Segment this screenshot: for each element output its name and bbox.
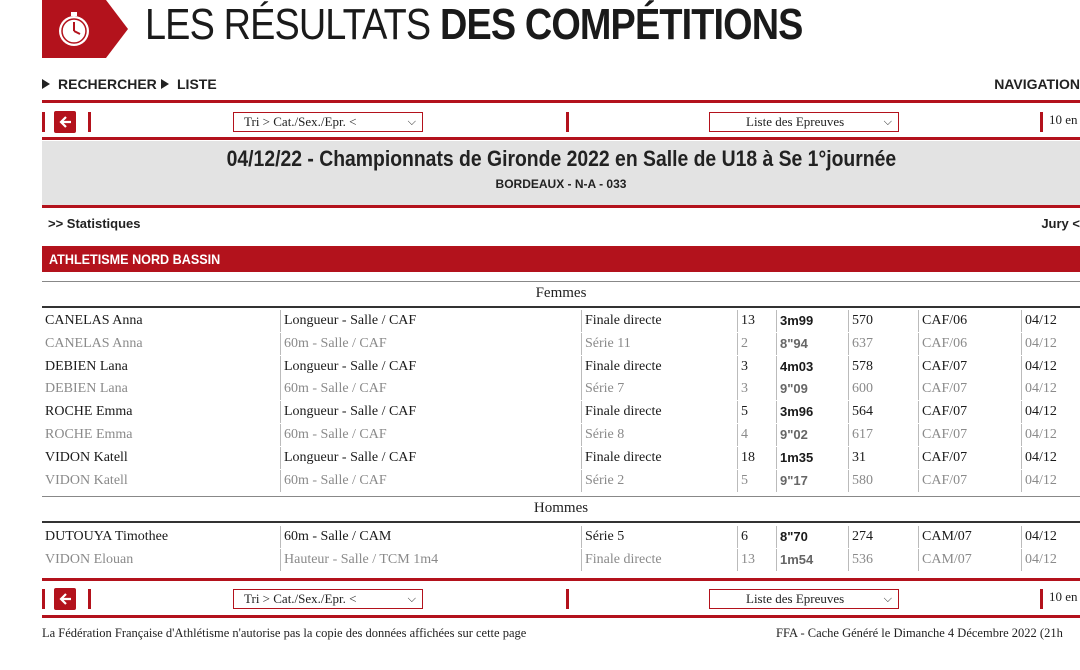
cell-cat: CAF/07 bbox=[918, 447, 967, 469]
cell-cat: CAF/07 bbox=[918, 378, 967, 400]
cell-date: 04/12 bbox=[1021, 356, 1057, 378]
cell-points: 580 bbox=[848, 470, 873, 492]
divider bbox=[42, 578, 1080, 581]
table-row[interactable] bbox=[42, 549, 1080, 571]
sort-select-value: Tri > Cat./Sex./Epr. < bbox=[244, 114, 357, 129]
cell-name: CANELAS Anna bbox=[45, 313, 143, 328]
toolbar-separator bbox=[1040, 589, 1043, 609]
cell-name: DEBIEN Lana bbox=[45, 381, 128, 397]
cell-perf: 3m99 bbox=[776, 310, 813, 332]
cell-name: DUTOUYA Timothee bbox=[45, 529, 169, 544]
cell-perf: 9"09 bbox=[776, 378, 808, 400]
cell-date: 04/12 bbox=[1021, 470, 1057, 492]
bottom-toolbar bbox=[42, 587, 1080, 611]
toolbar-separator bbox=[566, 589, 569, 609]
toolbar-separator bbox=[42, 112, 45, 132]
cell-round: Finale directe bbox=[581, 356, 662, 378]
cell-event: 60m - Salle / CAM bbox=[280, 526, 391, 548]
cell-points: 536 bbox=[848, 549, 873, 571]
cell-place: 5 bbox=[737, 401, 748, 423]
sort-select[interactable] bbox=[233, 112, 423, 132]
cell-date: 04/12 bbox=[1021, 378, 1057, 400]
sort-select[interactable] bbox=[233, 589, 423, 609]
section-men: Hommes bbox=[533, 500, 589, 516]
triangle-right-icon bbox=[161, 79, 169, 89]
cell-name: VIDON Katell bbox=[45, 449, 128, 465]
cell-event: Longueur - Salle / CAF bbox=[280, 401, 416, 423]
cell-perf: 8"94 bbox=[776, 333, 808, 355]
cell-event: Hauteur - Salle / TCM 1m4 bbox=[280, 549, 438, 571]
page-title-bold: DES COMPÉTITIONS bbox=[439, 0, 803, 49]
cell-round: Finale directe bbox=[581, 310, 662, 332]
cell-place: 4 bbox=[737, 424, 748, 446]
table-row[interactable] bbox=[42, 470, 1080, 492]
cell-date: 04/12 bbox=[1021, 424, 1057, 446]
cell-event: Longueur - Salle / CAF bbox=[280, 310, 416, 332]
chevron-down-icon: ⌵ bbox=[883, 116, 892, 128]
cell-points: 600 bbox=[848, 378, 873, 400]
page-title-light: LES RÉSULTATS bbox=[145, 0, 431, 49]
section-women: Femmes bbox=[535, 285, 587, 301]
menu-search-label[interactable]: RECHERCHER bbox=[58, 76, 157, 92]
cell-place: 5 bbox=[737, 470, 748, 492]
divider bbox=[42, 615, 1080, 618]
event-location: BORDEAUX - N-A - 033 bbox=[495, 177, 627, 191]
cell-round: Finale directe bbox=[581, 549, 662, 571]
cell-place: 2 bbox=[737, 333, 748, 355]
navigation-label[interactable]: NAVIGATION bbox=[994, 76, 1080, 92]
menu-list-label[interactable]: LISTE bbox=[177, 76, 217, 92]
cell-perf: 1m54 bbox=[776, 549, 813, 571]
cell-perf: 4m03 bbox=[776, 356, 813, 378]
back-arrow-icon bbox=[58, 592, 72, 606]
cell-place: 13 bbox=[737, 310, 755, 332]
menu-search[interactable] bbox=[42, 76, 157, 92]
cell-name: VIDON Elouan bbox=[45, 551, 134, 567]
cell-event: 60m - Salle / CAF bbox=[280, 470, 387, 492]
toolbar-separator bbox=[1040, 112, 1043, 132]
toolbar-separator bbox=[566, 112, 569, 132]
cell-cat: CAF/07 bbox=[918, 424, 967, 446]
event-banner bbox=[42, 141, 1080, 205]
cell-perf: 3m96 bbox=[776, 401, 813, 423]
cell-round: Série 11 bbox=[581, 333, 631, 355]
cell-cat: CAF/06 bbox=[918, 310, 967, 332]
cell-round: Série 7 bbox=[581, 378, 624, 400]
cell-points: 31 bbox=[848, 447, 866, 469]
events-select[interactable] bbox=[709, 112, 899, 132]
cell-date: 04/12 bbox=[1021, 526, 1057, 548]
cell-perf: 8"70 bbox=[776, 526, 808, 548]
cell-cat: CAF/07 bbox=[918, 470, 967, 492]
cell-round: Finale directe bbox=[581, 401, 662, 423]
jury-link[interactable]: Jury < bbox=[1041, 216, 1080, 231]
top-toolbar bbox=[42, 110, 1080, 134]
triangle-right-icon bbox=[42, 79, 50, 89]
toolbar-separator bbox=[42, 589, 45, 609]
cell-perf: 1m35 bbox=[776, 447, 813, 469]
table-row[interactable] bbox=[42, 333, 1080, 355]
cell-date: 04/12 bbox=[1021, 333, 1057, 355]
back-button[interactable] bbox=[54, 111, 76, 133]
entries-select[interactable]: 10 en bbox=[1049, 589, 1078, 604]
cell-place: 18 bbox=[737, 447, 755, 469]
cell-cat: CAF/06 bbox=[918, 333, 967, 355]
entries-select[interactable]: 10 en bbox=[1049, 112, 1078, 127]
cell-event: 60m - Salle / CAF bbox=[280, 424, 387, 446]
divider bbox=[42, 306, 1080, 308]
table-row[interactable] bbox=[42, 378, 1080, 400]
table-row[interactable] bbox=[42, 310, 1080, 332]
cell-place: 3 bbox=[737, 356, 748, 378]
events-select[interactable] bbox=[709, 589, 899, 609]
footer-copyright: La Fédération Française d'Athlétisme n'autorise pas la copie des données affichées sur cette page bbox=[42, 626, 527, 640]
cell-name: CANELAS Anna bbox=[45, 335, 143, 351]
cell-round: Série 5 bbox=[581, 526, 624, 548]
cell-round: Finale directe bbox=[581, 447, 662, 469]
page-title bbox=[145, 0, 803, 50]
back-button[interactable] bbox=[54, 588, 76, 610]
menu-list[interactable] bbox=[161, 76, 217, 92]
cell-round: Série 2 bbox=[581, 470, 624, 492]
cell-round: Série 8 bbox=[581, 424, 624, 446]
cell-name: VIDON Katell bbox=[45, 472, 128, 488]
sort-select-value: Tri > Cat./Sex./Epr. < bbox=[244, 591, 357, 606]
cell-place: 3 bbox=[737, 378, 748, 400]
cell-place: 13 bbox=[737, 549, 755, 571]
cell-cat: CAF/07 bbox=[918, 356, 967, 378]
cell-cat: CAF/07 bbox=[918, 401, 967, 423]
cell-event: Longueur - Salle / CAF bbox=[280, 447, 416, 469]
table-row[interactable] bbox=[42, 526, 1080, 548]
divider bbox=[42, 137, 1080, 140]
cell-date: 04/12 bbox=[1021, 310, 1057, 332]
club-header: ATHLETISME NORD BASSIN bbox=[42, 246, 1080, 272]
divider bbox=[42, 521, 1080, 523]
event-title: 04/12/22 - Championnats de Gironde 2022 en Salle de U18 à Se 1°journée bbox=[226, 146, 896, 171]
cell-name: DEBIEN Lana bbox=[45, 358, 128, 374]
cell-date: 04/12 bbox=[1021, 447, 1057, 469]
footer-cache-info: FFA - Cache Généré le Dimanche 4 Décembre 2022 (21h bbox=[776, 626, 1063, 640]
events-select-value: Liste des Epreuves bbox=[746, 114, 845, 129]
table-row[interactable] bbox=[42, 356, 1080, 378]
stopwatch-icon bbox=[42, 0, 128, 58]
cell-perf: 9"02 bbox=[776, 424, 808, 446]
cell-place: 6 bbox=[737, 526, 748, 548]
chevron-down-icon: ⌵ bbox=[883, 593, 892, 605]
cell-event: Longueur - Salle / CAF bbox=[280, 356, 416, 378]
table-row[interactable] bbox=[42, 401, 1080, 423]
events-select-value: Liste des Epreuves bbox=[746, 591, 845, 606]
statistics-link[interactable]: >> Statistiques bbox=[48, 216, 141, 231]
divider bbox=[42, 100, 1080, 103]
cell-event: 60m - Salle / CAF bbox=[280, 378, 387, 400]
table-row[interactable] bbox=[42, 424, 1080, 446]
toolbar-separator bbox=[88, 112, 91, 132]
back-arrow-icon bbox=[58, 115, 72, 129]
divider bbox=[42, 205, 1080, 208]
cell-points: 274 bbox=[848, 526, 873, 548]
cell-name: ROCHE Emma bbox=[45, 427, 133, 442]
cell-cat: CAM/07 bbox=[918, 549, 972, 571]
cell-points: 637 bbox=[848, 333, 873, 355]
toolbar-separator bbox=[88, 589, 91, 609]
cell-event: 60m - Salle / CAF bbox=[280, 333, 387, 355]
cell-points: 570 bbox=[848, 310, 873, 332]
cell-date: 04/12 bbox=[1021, 401, 1057, 423]
chevron-down-icon: ⌵ bbox=[407, 593, 416, 605]
cell-name: ROCHE Emma bbox=[45, 404, 133, 420]
cell-perf: 9"17 bbox=[776, 470, 808, 492]
cell-cat: CAM/07 bbox=[918, 526, 972, 548]
cell-points: 617 bbox=[848, 424, 873, 446]
cell-points: 564 bbox=[848, 401, 873, 423]
cell-date: 04/12 bbox=[1021, 549, 1057, 571]
cell-points: 578 bbox=[848, 356, 873, 378]
table-row[interactable] bbox=[42, 447, 1080, 469]
chevron-down-icon: ⌵ bbox=[407, 116, 416, 128]
